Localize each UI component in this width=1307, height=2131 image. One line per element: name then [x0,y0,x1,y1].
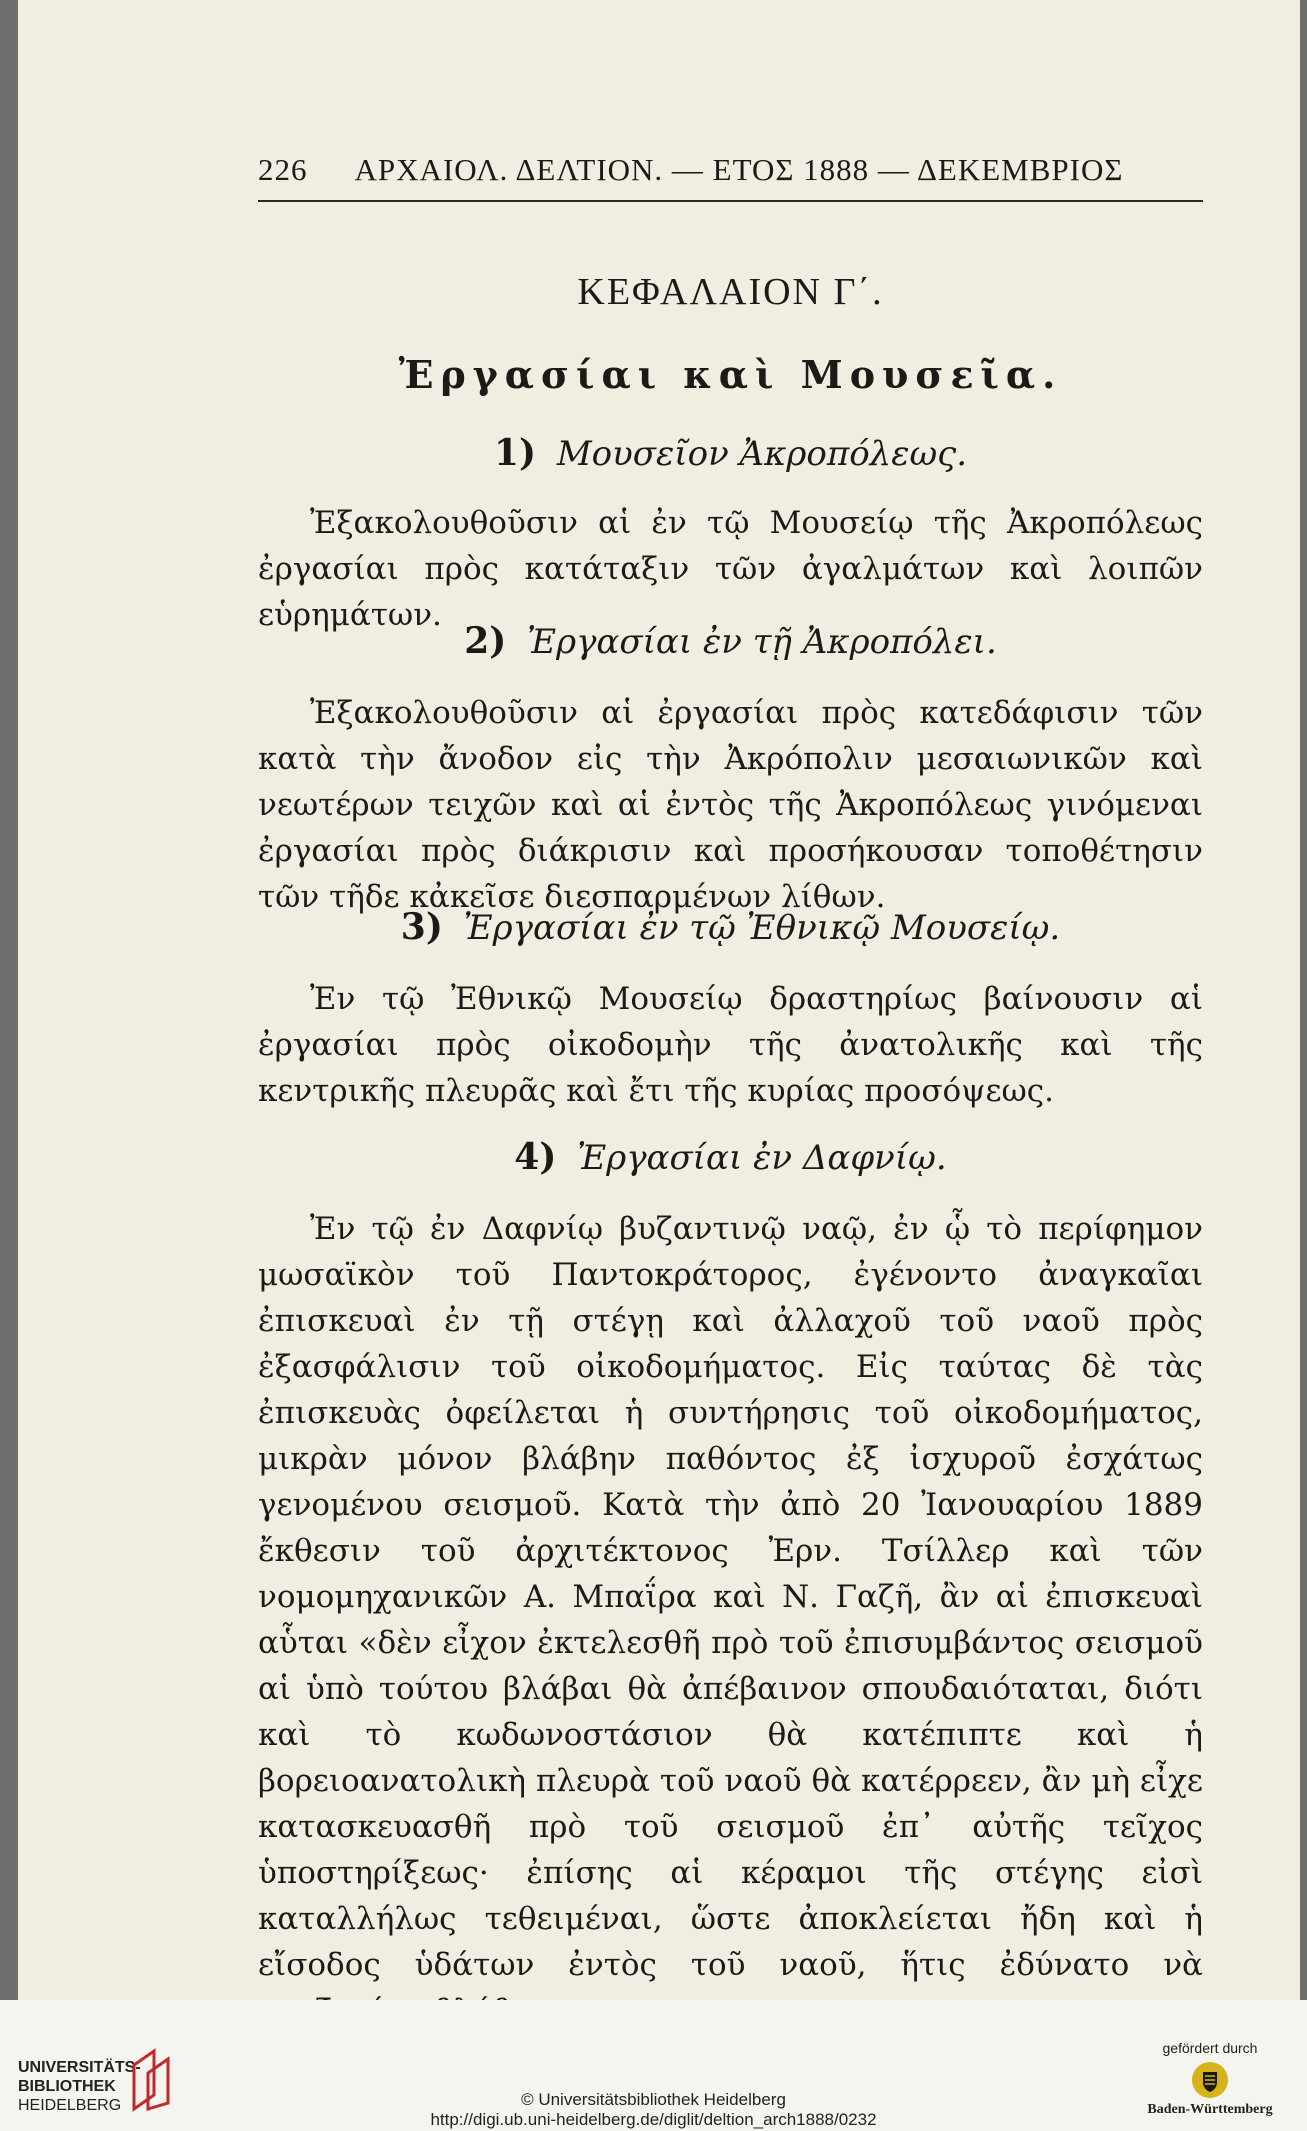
subsection-title: Ἐργασίαι ἐν τῇ Ἀκροπόλει. [527,622,997,662]
subsection-heading-1 [258,432,1203,474]
chapter-title: ΚΕΦΑΛΑΙΟΝ Γ΄. [577,271,884,313]
library-line-1: UNIVERSITÄTS- [18,2059,141,2076]
subsection-title: Ἐργασίαι ἐν τῷ Ἐθνικῷ Μουσείῳ. [463,908,1061,948]
page-number: 226 [258,152,308,187]
paragraph-4 [258,1206,1203,2034]
header-rule [258,200,1203,202]
subsection-number: 2) [464,620,507,662]
subsection-title: Μουσεῖον Ἀκροπόλεως. [556,434,968,474]
paragraph-1 [258,500,1203,638]
digitization-footer [0,2000,1307,2131]
copyright-block [0,2090,1307,2130]
subsection-heading-3 [258,906,1203,948]
coat-of-arms-icon [1192,2062,1228,2098]
subsection-heading-4 [258,1136,1203,1178]
running-header [258,152,1203,188]
paragraph-text: Ἐν τῷ ἐν Δαφνίῳ βυζαντινῷ ναῷ, ἐν ᾧ τὸ περίφημον μωσαϊκὸν τοῦ Παντοκράτορος, ἐγένοντο ἀναγκαῖαι ἐπισκευαὶ ἐν τῇ στέγῃ καὶ ἀλλαχοῦ τοῦ ναοῦ πρὸς ἐξασφάλισιν τοῦ οἰκοδομήματος. Εἰς ταύτας δὲ τὰς ἐπισκευὰς ὀφείλεται ἡ συντήρησις τοῦ οἰκοδομήματος, μικρὰν μόνον βλάβην παθόντος ἐξ ἰσχυροῦ ἐσχάτως γενομένου σεισμοῦ. Κατὰ τὴν ἀπὸ 20 Ἰανουαρίου 1889 ἔκθεσιν τοῦ ἀρχιτέκτονος Ἐρν. Τσίλλερ καὶ τῶν νομομηχανικῶν Α. Μπαΐρα καὶ Ν. Γαζῆ, ἂν αἱ ἐπισκευαὶ αὗται «δὲν εἶχον ἐκτελεσθῆ πρὸ τοῦ ἐπισυμβάντος σεισμοῦ αἱ ὑπὸ τούτου βλάβαι θὰ ἀπέβαινον σπουδαιόταται, διότι καὶ τὸ κωδωνοστάσιον θὰ κατέπιπτε καὶ ἡ βορειοανατολικὴ πλευρὰ τοῦ ναοῦ θὰ κατέρρεεν, ἂν μὴ εἶχε κατασκευασθῆ πρὸ τοῦ σεισμοῦ ἐπ᾽ αὐτῆς τεῖχος ὑποστηρίξεως· ἐπίσης αἱ κέραμοι τῆς στέγης εἰσὶ καταλλήλως τεθειμέναι, ὥστε ἀποκλείεται ἤδη καὶ ἡ εἴσοδος ὑδάτων ἐντὸς τοῦ ναοῦ, ἥτις ἐδύνατο νὰ [258,1211,1203,1983]
paragraph-text: Ἐξακολουθοῦσιν αἱ ἐν τῷ Μουσείῳ τῆς Ἀκροπόλεως ἐργασίαι πρὸς κατάταξιν τῶν ἀγαλμάτων καὶ λοιπῶν εὑρημάτων. [258,505,1203,633]
funded-by-label: gefördert durch [1162,2040,1258,2056]
running-title: ΑΡΧΑΙΟΛ. ΔΕΛΤΙΟΝ. — ΕΤΟΣ 1888 — ΔΕΚΕΜΒΡΙΟΣ [354,152,1124,187]
paragraph-3 [258,976,1203,1114]
paragraph-2 [258,690,1203,920]
subsection-number: 4) [514,1136,557,1178]
library-line-3: HEIDELBERG [18,2097,122,2114]
subsection-heading-2 [258,620,1203,662]
library-line-2: BIBLIOTHEK [18,2078,116,2095]
paragraph-text: Ἐν τῷ Ἐθνικῷ Μουσείῳ δραστηρίως βαίνουσιν αἱ ἐργασίαι πρὸς οἰκοδομὴν τῆς ἀνατολικῆς καὶ τῆς κεντρικῆς πλευρᾶς καὶ ἔτι τῆς κυρίας προσόψεως. [258,981,1203,1109]
copyright-text: © Universitätsbibliothek Heidelberg [521,2090,786,2109]
source-url[interactable]: http://digi.ub.uni-heidelberg.de/diglit/deltion_arch1888/0232 [430,2110,877,2129]
paragraph-text: Ἐξακολουθοῦσιν αἱ ἐργασίαι πρὸς κατεδάφισιν τῶν κατὰ τὴν ἄνοδον εἰς τὴν Ἀκρόπολιν μεσαιωνικῶν καὶ νεωτέρων τειχῶν καὶ αἱ ἐντὸς τῆς Ἀκροπόλεως γινόμεναι ἐργασίαι πρὸς διάκρισιν καὶ προσήκουσαν τοποθέτησιν τῶν τῆδε κἀκεῖσε διεσπαρμένων λίθων. [258,695,1203,915]
subsection-title: Ἐργασίαι ἐν Δαφνίῳ. [577,1138,947,1178]
funder-name: Baden-Württemberg [1147,2102,1273,2117]
funder-block [1135,2040,1285,2118]
subsection-number: 3) [400,906,443,948]
section-title: Ἐργασίαι καὶ Μουσεῖα. [398,352,1063,397]
subsection-number: 1) [493,432,537,474]
